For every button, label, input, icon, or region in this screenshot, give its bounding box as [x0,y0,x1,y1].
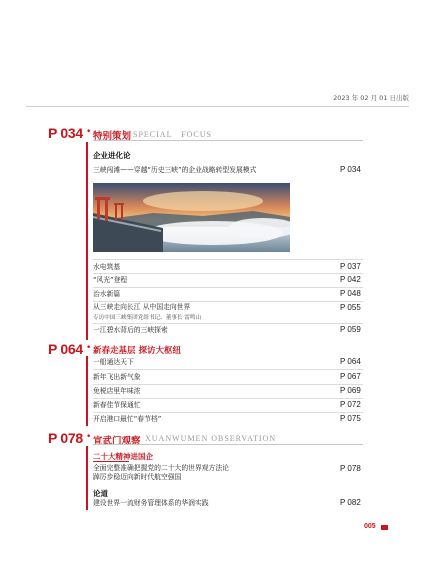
subsection-underline [93,461,129,462]
article-title[interactable]: 全面完整准确把握党的二十大的世界观方法论 [93,464,229,472]
section-bullet: • [86,127,92,137]
section-accent-bar [86,356,88,426]
section-title: 特别策划 [93,131,132,142]
page-number: 005 [364,523,376,530]
article-page: P 037 [340,262,361,271]
article-title[interactable]: “风光”登程 [93,276,128,284]
item-divider [93,323,363,324]
article-page: P 055 [340,303,361,312]
article-page: P 069 [340,386,361,395]
publish-date: 2023 年 02 月 01 日出版 [333,94,409,102]
three-gorges-dam-photo [93,183,290,252]
subsection-heading: 二十大精神进国企 [93,452,153,461]
article-title[interactable]: 免税店里年味浓 [93,387,141,395]
section-rule [93,444,363,445]
article-title[interactable]: 治水新篇 [93,290,121,298]
header-divider [26,106,409,107]
article-title[interactable]: 从三峡走向长江 从中国走向世界 [93,303,191,311]
item-divider [93,369,363,370]
article-page: P 082 [340,498,361,507]
subsection-heading: 企业进化论 [93,151,131,160]
article-page: P 048 [340,289,361,298]
item-divider [93,301,363,302]
article-title[interactable]: 开启港口最忙“春节档” [93,415,162,423]
section-accent-bar [86,142,88,340]
article-title[interactable]: 建设世界一流财务管理体系的华润实践 [93,499,209,507]
article-subtitle: 专访中国三峡集团党组书记、董事长 雷鸣山 [93,315,202,321]
item-divider [93,398,363,399]
article-title[interactable]: 水电筑基 [93,263,121,271]
subsection-heading: 论道 [93,489,108,498]
section-title-english: SPECIAL FOCUS [133,130,212,139]
section-page-number: P 078 [48,430,83,446]
article-page: P 067 [340,372,361,381]
section-title: 新春走基层 探访大枢纽 [93,346,181,356]
article-title[interactable]: 踔厉步稳迈向新时代航空强国 [93,473,182,481]
item-divider [93,273,363,274]
article-title[interactable]: 新年飞出新气象 [93,373,141,381]
article-title[interactable]: 三峡闯滩——穿越“历史三峡”的企业战略转型发展模式 [93,166,257,174]
item-divider [93,412,363,413]
article-page: P 042 [340,275,361,284]
article-page: P 075 [340,414,361,423]
article-title[interactable]: 一船通达天下 [93,358,134,366]
section-bullet: • [86,432,92,442]
article-page: P 034 [340,165,361,174]
section-page-number: P 034 [48,125,83,141]
article-title[interactable]: 一江碧水背后的三峡探索 [93,326,168,334]
section-rule [93,140,363,141]
article-page: P 064 [340,357,361,366]
article-page: P 072 [340,400,361,409]
section-bullet: • [86,343,92,353]
section-title: 宣武门观察 [93,436,141,447]
section-accent-bar [86,446,88,510]
article-page: P 059 [340,325,361,334]
section-page-number: P 064 [48,341,83,357]
item-divider [93,384,363,385]
page-number-marker [381,525,388,530]
article-title[interactable]: 新春佳节保通忙 [93,401,141,409]
item-divider [93,287,363,288]
item-divider [93,259,363,260]
article-page: P 078 [340,464,361,473]
section-title-english: XUANWUMEN OBSERVATION [145,434,277,443]
